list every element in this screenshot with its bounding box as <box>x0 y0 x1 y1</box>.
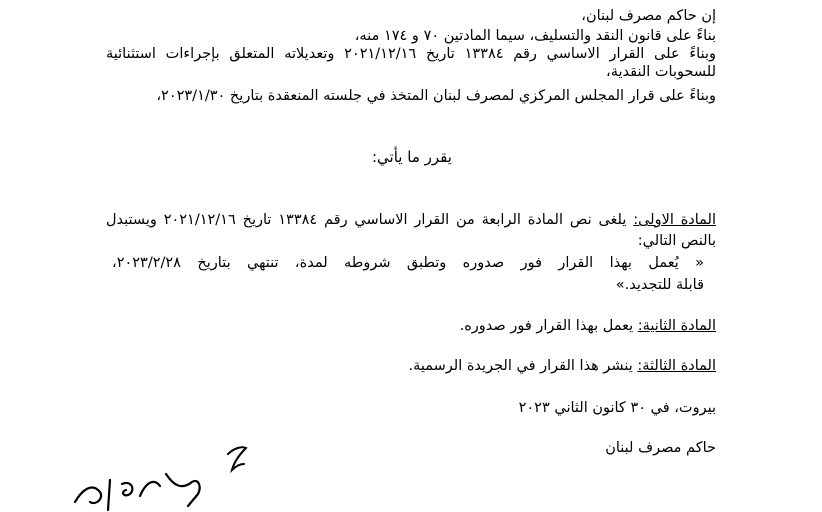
article-1-line-2: بالنص التالي: <box>637 233 716 249</box>
handwritten-signature <box>70 462 210 512</box>
preamble-line-5: وبناءً على قرار المجلس المركزي لمصرف لبنان المتخذ في جلسته المنعقدة بتاريخ ٢٠٢٣/١/٣٠، <box>156 88 716 104</box>
signature-tick-mark <box>222 442 252 476</box>
preamble-line-2: بناءً على قانون النقد والتسليف، سيما المادتين ٧٠ و ١٧٤ منه، <box>354 28 716 44</box>
preamble-line-3: وبناءً على القرار الاساسي رقم ١٣٣٨٤ تاريخ ٢٠٢١/١٢/١٦ وتعديلاته المتعلق بإجراءات استثنائية <box>106 46 716 62</box>
decides-heading: يقرر ما يأتي: <box>372 148 452 166</box>
article-2 <box>460 316 716 336</box>
place-date: بيروت، في ٣٠ كانون الثاني ٢٠٢٣ <box>518 400 716 416</box>
preamble-line-4: للسحوبات النقدية، <box>606 64 716 80</box>
article-3-title: المادة الثالثة: <box>637 358 716 374</box>
article-1-quote-line-2: قابلة للتجديد.» <box>615 277 704 293</box>
article-1-line-1 <box>106 210 716 230</box>
article-3-text: ينشر هذا القرار في الجريدة الرسمية. <box>408 358 633 374</box>
article-1-title: المادة الاولى: <box>633 212 716 228</box>
signatory-title: حاكم مصرف لبنان <box>605 440 716 456</box>
article-1-quote-line-1: « يُعمل بهذا القرار فور صدوره وتطبق شروطه لمدة، تنتهي بتاريخ ٢٠٢٣/٢/٢٨، <box>112 255 704 271</box>
article-2-title: المادة الثانية: <box>637 318 716 334</box>
preamble-line-1: إن حاكم مصرف لبنان، <box>581 8 716 24</box>
article-2-text: يعمل بهذا القرار فور صدوره. <box>459 318 634 334</box>
article-3 <box>408 356 716 376</box>
article-1-text: يلغى نص المادة الرابعة من القرار الاساسي رقم ١٣٣٨٤ تاريخ ٢٠٢١/١٢/١٦ ويستبدل <box>106 212 627 228</box>
